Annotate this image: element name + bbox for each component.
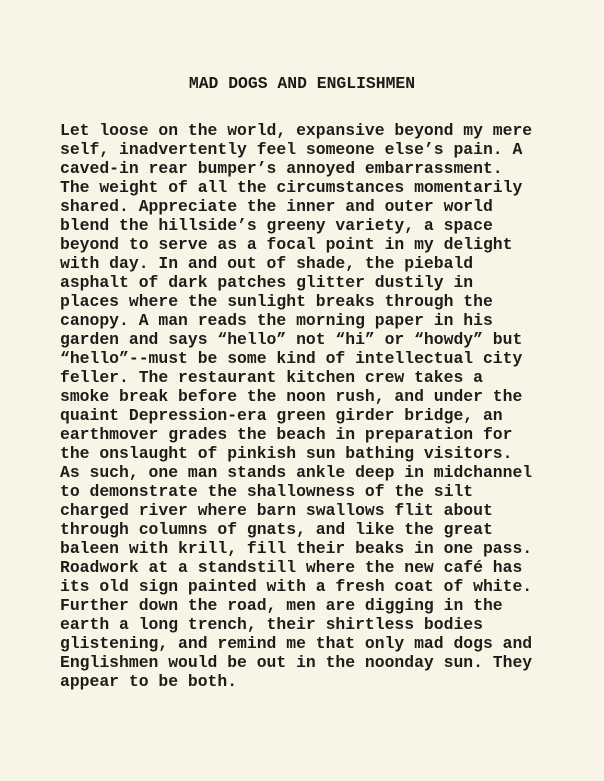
text-line: self, inadvertently feel someone else’s pain. A [60, 140, 523, 159]
text-line: smoke break before the noon rush, and under the [60, 387, 523, 406]
text-line: baleen with krill, fill their beaks in one pass. [60, 539, 533, 558]
text-line: earthmover grades the beach in preparation for [60, 425, 513, 444]
text-line: garden and says “hello” not “hi” or “howdy” but [60, 330, 523, 349]
text-line: Roadwork at a standstill where the new café has [60, 558, 523, 577]
body-text [60, 121, 604, 691]
text-line: its old sign painted with a fresh coat of white. [60, 577, 533, 596]
text-line: charged river where barn swallows flit about [60, 501, 493, 520]
text-line: quaint Depression-era green girder bridge, an [60, 406, 503, 425]
text-line: appear to be both. [60, 672, 238, 691]
text-line: Further down the road, men are digging in the [60, 596, 503, 615]
text-line: shared. Appreciate the inner and outer world [60, 197, 493, 216]
text-line: caved-in rear bumper’s annoyed embarrassment. [60, 159, 503, 178]
text-line: The weight of all the circumstances momentarily [60, 178, 523, 197]
text-line: Let loose on the world, expansive beyond my mere [60, 121, 533, 140]
text-line: canopy. A man reads the morning paper in his [60, 311, 493, 330]
text-line: the onslaught of pinkish sun bathing visitors. [60, 444, 513, 463]
text-line: feller. The restaurant kitchen crew takes a [60, 368, 483, 387]
text-line: to demonstrate the shallowness of the silt [60, 482, 474, 501]
text-line: beyond to serve as a focal point in my delight [60, 235, 513, 254]
text-line: glistening, and remind me that only mad dogs and [60, 634, 533, 653]
text-line: “hello”--must be some kind of intellectual city [60, 349, 523, 368]
text-line: As such, one man stands ankle deep in midchannel [60, 463, 533, 482]
text-line: with day. In and out of shade, the piebald [60, 254, 474, 273]
text-line: blend the hillside’s greeny variety, a space [60, 216, 493, 235]
text-line: earth a long trench, their shirtless bodies [60, 615, 483, 634]
page-title: MAD DOGS AND ENGLISHMEN [188, 74, 416, 93]
text-line: through columns of gnats, and like the great [60, 520, 493, 539]
text-line: Englishmen would be out in the noonday sun. They [60, 653, 533, 672]
text-line: places where the sunlight breaks through the [60, 292, 493, 311]
text-line: asphalt of dark patches glitter dustily in [60, 273, 474, 292]
